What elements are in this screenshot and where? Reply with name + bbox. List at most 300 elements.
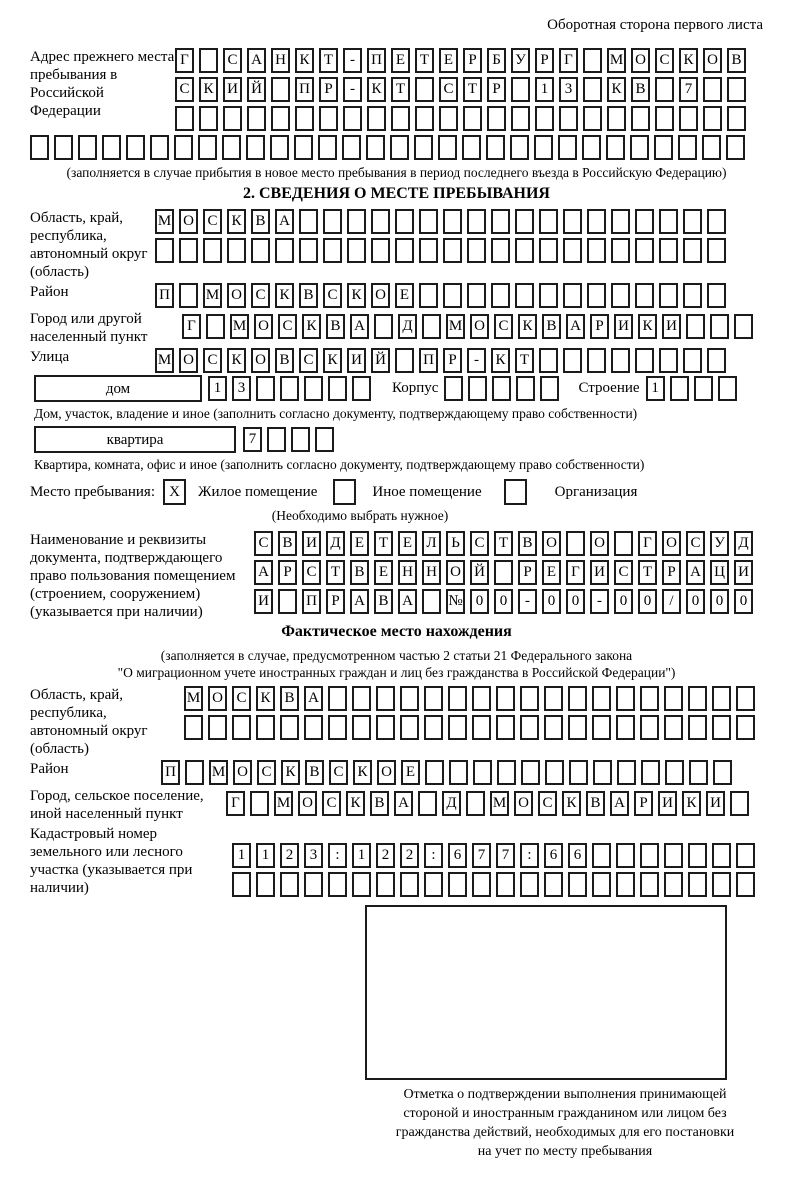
- char-cell[interactable]: [496, 872, 515, 897]
- char-cell[interactable]: К: [367, 77, 386, 102]
- char-cell[interactable]: [443, 238, 462, 263]
- char-cell[interactable]: Г: [559, 48, 578, 73]
- char-cell[interactable]: [679, 106, 698, 131]
- char-cell[interactable]: О: [227, 283, 246, 308]
- char-cell[interactable]: К: [353, 760, 372, 785]
- char-cell[interactable]: [328, 715, 347, 740]
- char-cell[interactable]: Р: [634, 791, 653, 816]
- char-cell[interactable]: [424, 715, 443, 740]
- char-cell[interactable]: [683, 209, 702, 234]
- char-cell[interactable]: [640, 843, 659, 868]
- char-cell[interactable]: [400, 715, 419, 740]
- char-cell[interactable]: [568, 686, 587, 711]
- char-cell[interactable]: [568, 715, 587, 740]
- char-cell[interactable]: [683, 283, 702, 308]
- char-cell[interactable]: Н: [422, 560, 441, 585]
- char-cell[interactable]: [539, 283, 558, 308]
- char-cell[interactable]: [342, 135, 361, 160]
- char-cell[interactable]: [466, 791, 485, 816]
- char-cell[interactable]: К: [562, 791, 581, 816]
- char-cell[interactable]: [587, 238, 606, 263]
- char-cell[interactable]: [444, 376, 463, 401]
- char-cell[interactable]: [198, 135, 217, 160]
- char-cell[interactable]: И: [734, 560, 753, 585]
- char-cell[interactable]: [376, 686, 395, 711]
- char-cell[interactable]: О: [470, 314, 489, 339]
- char-cell[interactable]: [414, 135, 433, 160]
- char-cell[interactable]: И: [254, 589, 273, 614]
- char-cell[interactable]: [539, 348, 558, 373]
- char-cell[interactable]: [473, 760, 492, 785]
- char-cell[interactable]: [439, 106, 458, 131]
- char-cell[interactable]: С: [299, 348, 318, 373]
- char-cell[interactable]: Р: [326, 589, 345, 614]
- char-cell[interactable]: С: [302, 560, 321, 585]
- char-cell[interactable]: У: [511, 48, 530, 73]
- char-cell[interactable]: [271, 106, 290, 131]
- char-cell[interactable]: [419, 283, 438, 308]
- char-cell[interactable]: Т: [319, 48, 338, 73]
- char-cell[interactable]: К: [199, 77, 218, 102]
- char-cell[interactable]: [395, 238, 414, 263]
- char-cell[interactable]: [703, 106, 722, 131]
- char-cell[interactable]: С: [254, 531, 273, 556]
- char-cell[interactable]: Л: [422, 531, 441, 556]
- char-cell[interactable]: [78, 135, 97, 160]
- char-cell[interactable]: Е: [542, 560, 561, 585]
- char-cell[interactable]: Г: [175, 48, 194, 73]
- char-cell[interactable]: О: [703, 48, 722, 73]
- char-cell[interactable]: О: [542, 531, 561, 556]
- char-cell[interactable]: [520, 686, 539, 711]
- char-cell[interactable]: [391, 106, 410, 131]
- char-cell[interactable]: [592, 715, 611, 740]
- char-cell[interactable]: [347, 209, 366, 234]
- char-cell[interactable]: [563, 238, 582, 263]
- char-cell[interactable]: Т: [515, 348, 534, 373]
- char-cell[interactable]: О: [233, 760, 252, 785]
- char-cell[interactable]: П: [161, 760, 180, 785]
- char-cell[interactable]: [448, 872, 467, 897]
- char-cell[interactable]: 7: [496, 843, 515, 868]
- char-cell[interactable]: 0: [494, 589, 513, 614]
- char-cell[interactable]: О: [631, 48, 650, 73]
- char-cell[interactable]: [246, 135, 265, 160]
- char-cell[interactable]: 2: [400, 843, 419, 868]
- char-cell[interactable]: Р: [518, 560, 537, 585]
- char-cell[interactable]: К: [638, 314, 657, 339]
- char-cell[interactable]: Н: [398, 560, 417, 585]
- char-cell[interactable]: В: [631, 77, 650, 102]
- char-cell[interactable]: [712, 715, 731, 740]
- char-cell[interactable]: :: [424, 843, 443, 868]
- char-cell[interactable]: [352, 872, 371, 897]
- char-cell[interactable]: [516, 376, 535, 401]
- char-cell[interactable]: Р: [278, 560, 297, 585]
- char-cell[interactable]: 2: [280, 843, 299, 868]
- char-cell[interactable]: А: [686, 560, 705, 585]
- char-cell[interactable]: [395, 348, 414, 373]
- char-cell[interactable]: М: [446, 314, 465, 339]
- char-cell[interactable]: О: [371, 283, 390, 308]
- char-cell[interactable]: [712, 686, 731, 711]
- char-cell[interactable]: [630, 135, 649, 160]
- char-cell[interactable]: Д: [326, 531, 345, 556]
- char-cell[interactable]: [352, 686, 371, 711]
- char-cell[interactable]: [270, 135, 289, 160]
- char-cell[interactable]: [736, 715, 755, 740]
- char-cell[interactable]: 7: [243, 427, 262, 452]
- checkbox-other-premises[interactable]: [333, 479, 356, 505]
- char-cell[interactable]: [424, 872, 443, 897]
- char-cell[interactable]: Г: [182, 314, 201, 339]
- char-cell[interactable]: И: [590, 560, 609, 585]
- char-cell[interactable]: Д: [398, 314, 417, 339]
- char-cell[interactable]: 0: [638, 589, 657, 614]
- char-cell[interactable]: [664, 686, 683, 711]
- char-cell[interactable]: [256, 376, 275, 401]
- char-cell[interactable]: /: [662, 589, 681, 614]
- char-cell[interactable]: [304, 872, 323, 897]
- checkbox-residential[interactable]: X: [163, 479, 186, 505]
- char-cell[interactable]: [568, 872, 587, 897]
- char-cell[interactable]: [611, 348, 630, 373]
- char-cell[interactable]: [419, 238, 438, 263]
- char-cell[interactable]: 1: [208, 376, 227, 401]
- char-cell[interactable]: [734, 314, 753, 339]
- char-cell[interactable]: Е: [350, 531, 369, 556]
- char-cell[interactable]: К: [682, 791, 701, 816]
- char-cell[interactable]: -: [343, 77, 362, 102]
- char-cell[interactable]: [544, 872, 563, 897]
- char-cell[interactable]: [472, 715, 491, 740]
- char-cell[interactable]: 6: [448, 843, 467, 868]
- char-cell[interactable]: [222, 135, 241, 160]
- char-cell[interactable]: [592, 872, 611, 897]
- char-cell[interactable]: [583, 48, 602, 73]
- char-cell[interactable]: К: [346, 791, 365, 816]
- char-cell[interactable]: [665, 760, 684, 785]
- char-cell[interactable]: 3: [559, 77, 578, 102]
- char-cell[interactable]: В: [278, 531, 297, 556]
- char-cell[interactable]: [631, 106, 650, 131]
- char-cell[interactable]: М: [490, 791, 509, 816]
- char-cell[interactable]: А: [566, 314, 585, 339]
- char-cell[interactable]: С: [470, 531, 489, 556]
- char-cell[interactable]: К: [275, 283, 294, 308]
- char-cell[interactable]: [718, 376, 737, 401]
- char-cell[interactable]: [540, 376, 559, 401]
- char-cell[interactable]: [707, 348, 726, 373]
- char-cell[interactable]: С: [439, 77, 458, 102]
- char-cell[interactable]: [664, 843, 683, 868]
- char-cell[interactable]: М: [274, 791, 293, 816]
- char-cell[interactable]: К: [679, 48, 698, 73]
- char-cell[interactable]: [587, 283, 606, 308]
- char-cell[interactable]: [534, 135, 553, 160]
- char-cell[interactable]: [472, 872, 491, 897]
- char-cell[interactable]: [449, 760, 468, 785]
- char-cell[interactable]: [203, 238, 222, 263]
- char-cell[interactable]: [616, 872, 635, 897]
- char-cell[interactable]: [659, 238, 678, 263]
- char-cell[interactable]: [654, 135, 673, 160]
- char-cell[interactable]: [593, 760, 612, 785]
- char-cell[interactable]: [736, 843, 755, 868]
- char-cell[interactable]: А: [247, 48, 266, 73]
- char-cell[interactable]: 0: [734, 589, 753, 614]
- char-cell[interactable]: Д: [734, 531, 753, 556]
- char-cell[interactable]: Д: [442, 791, 461, 816]
- char-cell[interactable]: [323, 209, 342, 234]
- char-cell[interactable]: Ц: [710, 560, 729, 585]
- char-cell[interactable]: [415, 77, 434, 102]
- char-cell[interactable]: [683, 348, 702, 373]
- char-cell[interactable]: Т: [415, 48, 434, 73]
- char-cell[interactable]: [544, 715, 563, 740]
- char-cell[interactable]: И: [706, 791, 725, 816]
- char-cell[interactable]: С: [223, 48, 242, 73]
- char-cell[interactable]: [425, 760, 444, 785]
- char-cell[interactable]: [472, 686, 491, 711]
- char-cell[interactable]: [545, 760, 564, 785]
- char-cell[interactable]: [352, 376, 371, 401]
- char-cell[interactable]: [419, 209, 438, 234]
- char-cell[interactable]: [150, 135, 169, 160]
- char-cell[interactable]: А: [398, 589, 417, 614]
- char-cell[interactable]: О: [179, 209, 198, 234]
- char-cell[interactable]: [494, 560, 513, 585]
- char-cell[interactable]: В: [370, 791, 389, 816]
- char-cell[interactable]: [563, 283, 582, 308]
- char-cell[interactable]: [250, 791, 269, 816]
- char-cell[interactable]: [559, 106, 578, 131]
- char-cell[interactable]: [635, 238, 654, 263]
- char-cell[interactable]: [726, 135, 745, 160]
- char-cell[interactable]: [616, 686, 635, 711]
- char-cell[interactable]: К: [347, 283, 366, 308]
- char-cell[interactable]: [467, 283, 486, 308]
- char-cell[interactable]: С: [614, 560, 633, 585]
- char-cell[interactable]: П: [367, 48, 386, 73]
- char-cell[interactable]: С: [655, 48, 674, 73]
- char-cell[interactable]: [736, 686, 755, 711]
- char-cell[interactable]: [175, 106, 194, 131]
- char-cell[interactable]: Й: [247, 77, 266, 102]
- char-cell[interactable]: [655, 106, 674, 131]
- char-cell[interactable]: [707, 238, 726, 263]
- char-cell[interactable]: В: [727, 48, 746, 73]
- char-cell[interactable]: [424, 686, 443, 711]
- char-cell[interactable]: 0: [686, 589, 705, 614]
- char-cell[interactable]: К: [302, 314, 321, 339]
- char-cell[interactable]: Н: [271, 48, 290, 73]
- char-cell[interactable]: О: [179, 348, 198, 373]
- char-cell[interactable]: -: [343, 48, 362, 73]
- char-cell[interactable]: [343, 106, 362, 131]
- char-cell[interactable]: [635, 348, 654, 373]
- char-cell[interactable]: [587, 348, 606, 373]
- char-cell[interactable]: К: [491, 348, 510, 373]
- char-cell[interactable]: [659, 209, 678, 234]
- char-cell[interactable]: [371, 209, 390, 234]
- char-cell[interactable]: О: [514, 791, 533, 816]
- char-cell[interactable]: К: [295, 48, 314, 73]
- char-cell[interactable]: Г: [638, 531, 657, 556]
- char-cell[interactable]: [376, 872, 395, 897]
- char-cell[interactable]: [371, 238, 390, 263]
- char-cell[interactable]: [544, 686, 563, 711]
- char-cell[interactable]: [713, 760, 732, 785]
- char-cell[interactable]: [438, 135, 457, 160]
- char-cell[interactable]: Г: [566, 560, 585, 585]
- char-cell[interactable]: [491, 238, 510, 263]
- char-cell[interactable]: О: [254, 314, 273, 339]
- char-cell[interactable]: [558, 135, 577, 160]
- char-cell[interactable]: [670, 376, 689, 401]
- char-cell[interactable]: 3: [304, 843, 323, 868]
- char-cell[interactable]: Г: [226, 791, 245, 816]
- char-cell[interactable]: [664, 715, 683, 740]
- char-cell[interactable]: [280, 715, 299, 740]
- char-cell[interactable]: [635, 209, 654, 234]
- char-cell[interactable]: [315, 427, 334, 452]
- char-cell[interactable]: [400, 686, 419, 711]
- char-cell[interactable]: [448, 715, 467, 740]
- char-cell[interactable]: Т: [494, 531, 513, 556]
- char-cell[interactable]: [328, 686, 347, 711]
- char-cell[interactable]: [280, 872, 299, 897]
- char-cell[interactable]: К: [227, 348, 246, 373]
- char-cell[interactable]: [400, 872, 419, 897]
- char-cell[interactable]: В: [586, 791, 605, 816]
- char-cell[interactable]: 1: [256, 843, 275, 868]
- char-cell[interactable]: :: [328, 843, 347, 868]
- char-cell[interactable]: [655, 77, 674, 102]
- char-cell[interactable]: -: [467, 348, 486, 373]
- char-cell[interactable]: [592, 843, 611, 868]
- char-cell[interactable]: [563, 209, 582, 234]
- char-cell[interactable]: М: [230, 314, 249, 339]
- char-cell[interactable]: [328, 872, 347, 897]
- char-cell[interactable]: М: [184, 686, 203, 711]
- char-cell[interactable]: [294, 135, 313, 160]
- char-cell[interactable]: [367, 106, 386, 131]
- char-cell[interactable]: [462, 135, 481, 160]
- char-cell[interactable]: С: [494, 314, 513, 339]
- char-cell[interactable]: [463, 106, 482, 131]
- char-cell[interactable]: [616, 715, 635, 740]
- char-cell[interactable]: [614, 531, 633, 556]
- char-cell[interactable]: С: [251, 283, 270, 308]
- char-cell[interactable]: 0: [614, 589, 633, 614]
- char-cell[interactable]: К: [256, 686, 275, 711]
- char-cell[interactable]: Т: [326, 560, 345, 585]
- char-cell[interactable]: [487, 106, 506, 131]
- char-cell[interactable]: Т: [638, 560, 657, 585]
- char-cell[interactable]: [185, 760, 204, 785]
- char-cell[interactable]: [291, 427, 310, 452]
- char-cell[interactable]: [583, 106, 602, 131]
- char-cell[interactable]: [515, 238, 534, 263]
- char-cell[interactable]: [730, 791, 749, 816]
- char-cell[interactable]: [563, 348, 582, 373]
- char-cell[interactable]: С: [323, 283, 342, 308]
- char-cell[interactable]: А: [610, 791, 629, 816]
- char-cell[interactable]: [247, 106, 266, 131]
- char-cell[interactable]: [415, 106, 434, 131]
- char-cell[interactable]: [688, 715, 707, 740]
- char-cell[interactable]: О: [662, 531, 681, 556]
- char-cell[interactable]: [736, 872, 755, 897]
- char-cell[interactable]: [611, 283, 630, 308]
- char-cell[interactable]: [510, 135, 529, 160]
- char-cell[interactable]: А: [350, 314, 369, 339]
- char-cell[interactable]: [422, 314, 441, 339]
- char-cell[interactable]: [295, 106, 314, 131]
- char-cell[interactable]: [535, 106, 554, 131]
- char-cell[interactable]: И: [614, 314, 633, 339]
- char-cell[interactable]: С: [175, 77, 194, 102]
- char-cell[interactable]: О: [590, 531, 609, 556]
- char-cell[interactable]: К: [323, 348, 342, 373]
- char-cell[interactable]: [539, 238, 558, 263]
- char-cell[interactable]: [515, 283, 534, 308]
- char-cell[interactable]: [443, 283, 462, 308]
- char-cell[interactable]: 7: [679, 77, 698, 102]
- char-cell[interactable]: [521, 760, 540, 785]
- char-cell[interactable]: [569, 760, 588, 785]
- char-cell[interactable]: [304, 715, 323, 740]
- char-cell[interactable]: [30, 135, 49, 160]
- char-cell[interactable]: Т: [391, 77, 410, 102]
- char-cell[interactable]: А: [275, 209, 294, 234]
- char-cell[interactable]: [328, 376, 347, 401]
- char-cell[interactable]: А: [304, 686, 323, 711]
- char-cell[interactable]: [199, 106, 218, 131]
- char-cell[interactable]: [208, 715, 227, 740]
- char-cell[interactable]: [712, 872, 731, 897]
- char-cell[interactable]: [611, 209, 630, 234]
- char-cell[interactable]: Е: [439, 48, 458, 73]
- char-cell[interactable]: [607, 106, 626, 131]
- char-cell[interactable]: П: [302, 589, 321, 614]
- char-cell[interactable]: [491, 209, 510, 234]
- char-cell[interactable]: [640, 686, 659, 711]
- char-cell[interactable]: [496, 715, 515, 740]
- char-cell[interactable]: Б: [487, 48, 506, 73]
- char-cell[interactable]: [520, 872, 539, 897]
- char-cell[interactable]: Й: [470, 560, 489, 585]
- char-cell[interactable]: [376, 715, 395, 740]
- char-cell[interactable]: М: [209, 760, 228, 785]
- char-cell[interactable]: П: [155, 283, 174, 308]
- char-cell[interactable]: [323, 238, 342, 263]
- char-cell[interactable]: В: [542, 314, 561, 339]
- char-cell[interactable]: [688, 686, 707, 711]
- char-cell[interactable]: 1: [232, 843, 251, 868]
- char-cell[interactable]: [497, 760, 516, 785]
- char-cell[interactable]: М: [155, 209, 174, 234]
- char-cell[interactable]: [318, 135, 337, 160]
- char-cell[interactable]: О: [298, 791, 317, 816]
- char-cell[interactable]: [468, 376, 487, 401]
- char-cell[interactable]: [616, 843, 635, 868]
- char-cell[interactable]: [374, 314, 393, 339]
- char-cell[interactable]: О: [251, 348, 270, 373]
- char-cell[interactable]: [582, 135, 601, 160]
- char-cell[interactable]: [703, 77, 722, 102]
